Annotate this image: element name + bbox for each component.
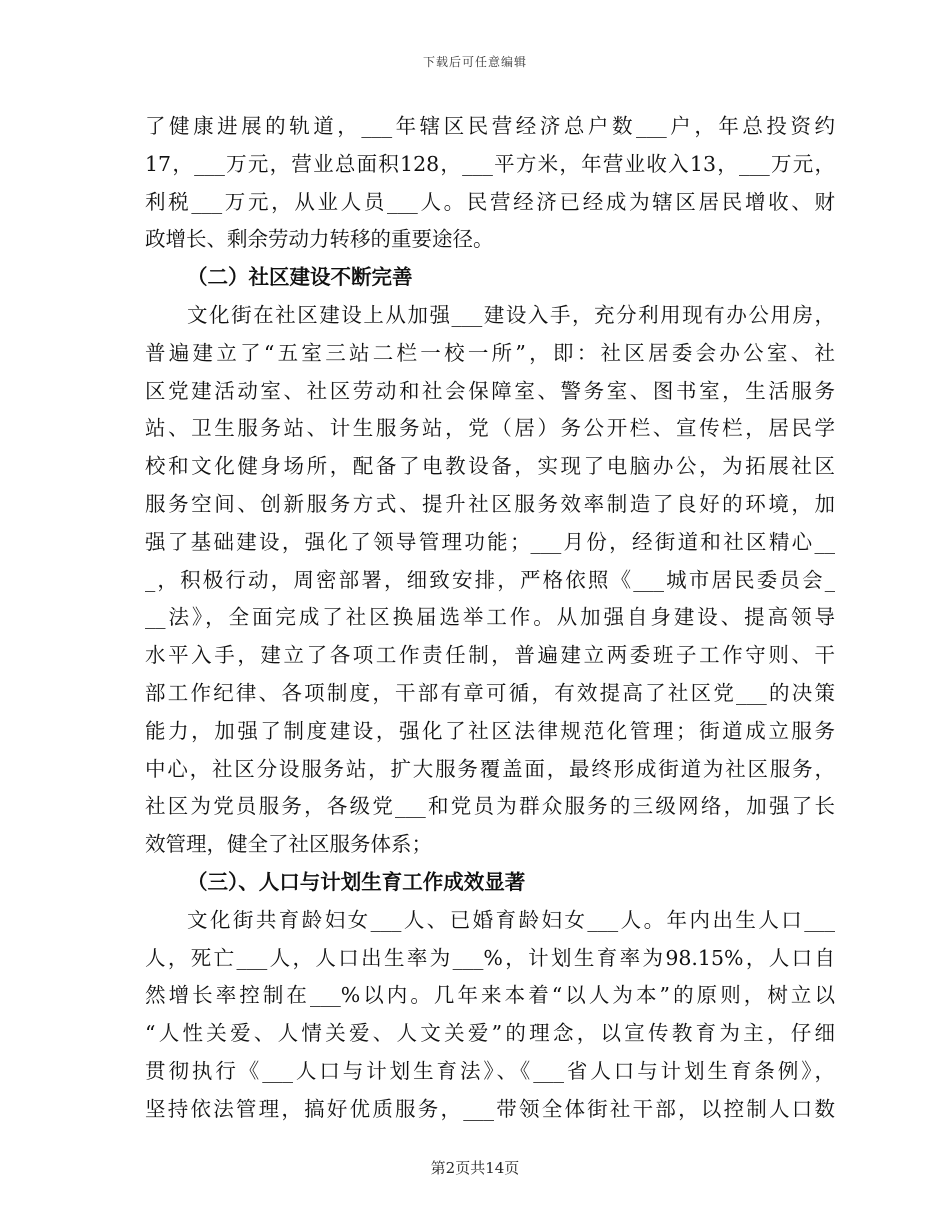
section-heading: （二）社区建设不断完善 [187, 265, 413, 290]
section-heading: （三）、人口与计划生育工作成效显著 [187, 869, 526, 894]
paragraph-line: 普遍建立了“五室三站二栏一校一所”，即：社区居委会办公室、社 [145, 340, 835, 365]
paragraph-line: “人性关爱、人情关爱、人文关爱”的理念，以宣传教育为主，仔细 [145, 1021, 835, 1046]
page-header: 下载后可任意编辑 [422, 55, 527, 69]
paragraph-line: 强了基础建设，强化了领导管理功能；___月份，经街道和社区精心__ [145, 529, 835, 554]
paragraph-line: 贯彻执行《___人口与计划生育法》、《___省人口与计划生育条例》， [145, 1058, 835, 1083]
paragraph-line: 能力，加强了制度建设，强化了社区法律规范化管理；街道成立服务 [145, 718, 835, 743]
paragraph-line: 17，___万元，营业总面积128，___平方米，年营业收入13，___万元， [145, 151, 835, 176]
paragraph-line: 坚持依法管理，搞好优质服务，___带领全体街社干部，以控制人口数 [145, 1096, 835, 1121]
paragraph-line: 效管理，健全了社区服务体系； [145, 832, 432, 857]
paragraph-line: 然增长率控制在___%以内。几年来本着“以人为本”的原则，树立以 [145, 983, 835, 1008]
paragraph-line: 站、卫生服务站、计生服务站，党（居）务公开栏、宣传栏，居民学 [145, 416, 835, 441]
paragraph-line: 文化街共育龄妇女___人、已婚育龄妇女___人。年内出生人口___ [187, 907, 835, 932]
paragraph-line: 服务空间、创新服务方式、提升社区服务效率制造了良好的环境，加 [145, 491, 835, 516]
paragraph-line: 中心，社区分设服务站，扩大服务覆盖面，最终形成街道为社区服务， [145, 756, 835, 781]
paragraph-line: _，积极行动，周密部署，细致安排，严格依照《___城市居民委员会_ [145, 567, 835, 592]
paragraph-line: __法》，全面完成了社区换届选举工作。从加强自身建设、提高领导 [145, 605, 835, 630]
paragraph-line: 政增长、剩余劳动力转移的重要途径。 [145, 227, 494, 252]
paragraph-line: 部工作纪律、各项制度，干部有章可循，有效提高了社区党___的决策 [145, 680, 835, 705]
paragraph-line: 了健康进展的轨道，___年辖区民营经济总户数___户，年总投资约 [145, 114, 835, 138]
paragraph-line: 社区为党员服务，各级党___和党员为群众服务的三级网络，加强了长 [145, 794, 835, 819]
paragraph-line: 区党建活动室、社区劳动和社会保障室、警务室、图书室，生活服务 [145, 378, 835, 403]
paragraph-line: 水平入手，建立了各项工作责任制，普遍建立两委班子工作守则、干 [145, 643, 835, 668]
document-body [145, 108, 835, 1129]
paragraph-line: 校和文化健身场所，配备了电教设备，实现了电脑办公，为拓展社区 [145, 454, 835, 479]
paragraph-line: 人，死亡___人，人口出生率为___%，计划生育率为98.15%，人口自 [145, 945, 835, 970]
paragraph-line: 文化街在社区建设上从加强___建设入手，充分利用现有办公用房， [187, 302, 835, 327]
page-footer: 第2页共14页 [430, 1159, 520, 1177]
paragraph-line: 利税___万元，从业人员___人。民营经济已经成为辖区居民增收、财 [145, 189, 835, 214]
